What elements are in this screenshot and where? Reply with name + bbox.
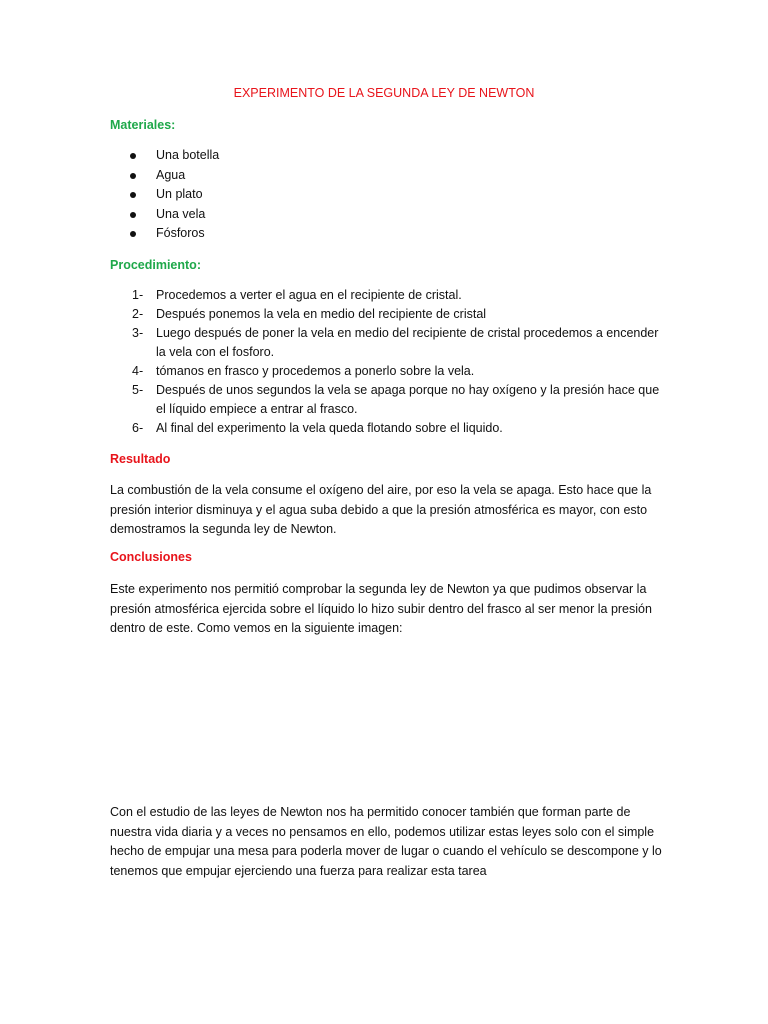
document-title: EXPERIMENTO DE LA SEGUNDA LEY DE NEWTON [233, 86, 535, 100]
bullet-icon [130, 212, 136, 218]
bullet-icon [130, 173, 136, 179]
list-item: 6- Al final del experimento la vela queda flotando sobre el liquido. [132, 421, 503, 435]
resultado-paragraph: La combustión de la vela consume el oxígeno del aire, por eso la vela se apaga. Esto hace que la presión interior disminuya y el agua suba debido a que la presión atmosférica es mayor, con esto demostramos la segunda ley de Newton. [110, 483, 652, 536]
list-item: Un plato [110, 185, 219, 205]
materiales-heading: Materiales: [110, 118, 176, 132]
list-item: 2- Después ponemos la vela en medio del recipiente de cristal [132, 307, 487, 321]
conclusiones-heading: Conclusiones [110, 550, 192, 564]
procedimiento-list [110, 286, 670, 438]
list-item: Una botella [110, 146, 219, 166]
list-item: Una vela [110, 205, 219, 225]
bullet-icon [130, 231, 136, 237]
list-item: 1- Procedemos a verter el agua en el recipiente de cristal. [132, 288, 462, 302]
bullet-icon [130, 192, 136, 198]
materiales-list [110, 146, 219, 244]
procedimiento-heading: Procedimiento: [110, 258, 201, 272]
list-item: 5- Después de unos segundos la vela se apaga porque no hay oxígeno y la presión hace que el líquido empiece a entrar al frasco. [132, 383, 660, 416]
list-item: Fósforos [110, 224, 219, 244]
closing-paragraph: Con el estudio de las leyes de Newton nos ha permitido conocer también que forman parte de nuestra vida diaria y a veces no pensamos en ello, podemos utilizar estas leyes solo con el simple hecho de empujar una mesa para poderla mover de lugar o cuando el vehículo se descompone y lo tenemos que empujar ejerciendo una fuerza para realizar esta tarea [110, 805, 662, 878]
list-item: 3- Luego después de poner la vela en medio del recipiente de cristal procedemos a encender la vela con el fosforo. [132, 326, 659, 359]
bullet-icon [130, 153, 136, 159]
conclusiones-paragraph: Este experimento nos permitió comprobar la segunda ley de Newton ya que pudimos observar la presión atmosférica ejercida sobre el líquido lo hizo subir dentro del frasco al ser menor la presión dentro de este. Como vemos en la siguiente imagen: [110, 582, 652, 635]
list-item: Agua [110, 166, 219, 186]
resultado-heading: Resultado [110, 452, 171, 466]
list-item: 4- tómanos en frasco y procedemos a ponerlo sobre la vela. [132, 364, 475, 378]
